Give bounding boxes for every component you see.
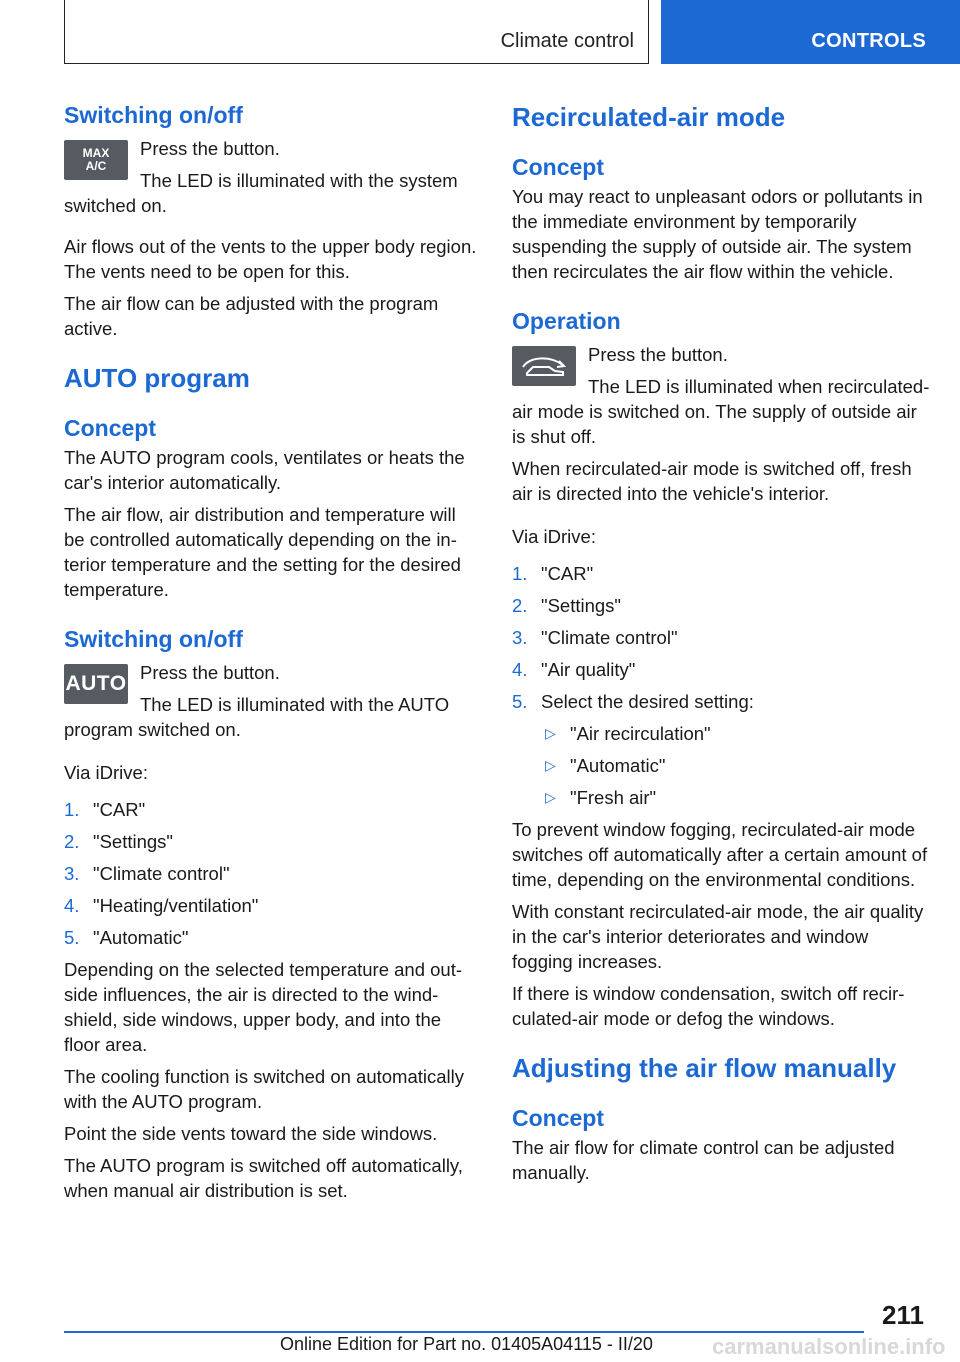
list-item: 1. "CAR": [512, 563, 594, 584]
max-ac-led-text: The LED is illuminated with the system switched on.: [64, 170, 458, 216]
footer-divider: [64, 1331, 864, 1333]
via-idrive-label: Via iDrive:: [64, 762, 148, 783]
manual-concept-heading: Concept: [512, 1105, 604, 1131]
list-item: ▷ "Air recirculation": [541, 721, 932, 746]
auto-concept-heading: Concept: [64, 415, 156, 441]
auto-concept-p1: The AUTO program cools, ventilates or heats the car's interior automatically.: [64, 447, 465, 493]
recirc-concept-text: You may react to unpleasant odors or pollutants in the immediate environment by temporarily suspending the supply of outside air. The system then recirculates the air flow within the vehicle.: [512, 186, 923, 282]
header-section-box: [64, 0, 649, 64]
recirc-steps-list: [512, 561, 932, 714]
triangle-bullet-icon: ▷: [545, 757, 556, 773]
auto-after-p1: Depending on the selected temperature and outside influences, the air is directed to the windshield, side windows, upper body, and into the floor area.: [64, 959, 463, 1055]
max-ac-button-icon: MAX A/C: [64, 140, 128, 180]
list-item: 3. "Climate control": [512, 627, 678, 648]
right-column: [512, 100, 932, 1185]
auto-after-p4: The AUTO program is switched off automatically, when manual air distribution is set.: [64, 1155, 463, 1201]
recirculation-car-icon: [519, 353, 569, 379]
list-item: 5. Select the desired setting:: [512, 691, 754, 712]
recirc-off-text: When recirculated-air mode is switched off, fresh air is directed into the vehicle's interior.: [512, 458, 912, 504]
auto-switching-heading: Switching on/off: [64, 626, 243, 652]
list-item: 1. "CAR": [64, 799, 146, 820]
auto-button-icon: AUTO: [64, 664, 128, 704]
list-item: ▷ "Automatic": [541, 753, 932, 778]
via-idrive-label-right: Via iDrive:: [512, 526, 596, 547]
auto-after-p3: Point the side vents toward the side windows.: [64, 1123, 438, 1144]
list-item: 2. "Settings": [64, 831, 173, 852]
auto-steps-list: [64, 797, 480, 950]
header-chapter-box: [661, 0, 960, 64]
auto-concept-p2: The air flow, air distribution and temperature will be controlled automatically depending on the interior temperature and the setting for the desired temperature.: [64, 504, 461, 600]
recirc-p3: If there is window condensation, switch off recirculated-air mode or defog the windows.: [512, 983, 905, 1029]
list-item: 3. "Climate control": [64, 863, 230, 884]
recirculated-air-heading: Recirculated-air mode: [512, 102, 786, 132]
max-ac-block: [64, 136, 480, 218]
recirc-button-block: [512, 342, 932, 449]
max-ac-airflow-text: Air flows out of the vents to the upper body region. The vents need to be open for this.: [64, 236, 477, 282]
triangle-bullet-icon: ▷: [545, 789, 556, 805]
left-column: [64, 100, 480, 1203]
footer-edition: Online Edition for Part no. 01405A04115 - II/20: [280, 1334, 653, 1354]
auto-led-text: The LED is illuminated with the AUTO program switched on.: [64, 694, 450, 740]
header-section-title: Climate control: [500, 30, 634, 52]
recirculation-button-icon: [512, 346, 576, 386]
recirc-p2: With constant recirculated-air mode, the air quality in the car's interior deteriorates and window fogging increases.: [512, 901, 924, 972]
list-item: 4. "Air quality": [512, 659, 636, 680]
watermark: carmanualsonline.info: [712, 1334, 946, 1359]
auto-after-p2: The cooling function is switched on automatically with the AUTO program.: [64, 1066, 465, 1112]
auto-button-block: [64, 660, 480, 742]
manual-airflow-heading: Adjusting the air flow manually: [512, 1053, 897, 1083]
manual-concept-text: The air flow for climate control can be adjusted manually.: [512, 1137, 895, 1183]
recirc-settings-list: [541, 721, 932, 810]
list-item: ▷ "Fresh air": [541, 785, 932, 810]
auto-program-heading: AUTO program: [64, 363, 250, 393]
recirc-concept-heading: Concept: [512, 154, 604, 180]
operation-heading: Operation: [512, 308, 621, 334]
triangle-bullet-icon: ▷: [545, 725, 556, 741]
list-item: 2. "Settings": [512, 595, 621, 616]
page-number: 211: [882, 1300, 924, 1330]
list-item: 5. "Automatic": [64, 927, 189, 948]
list-item: 4. "Heating/ventilation": [64, 895, 259, 916]
recirc-p1: To prevent window fogging, recirculated-air mode switches off automatically after a certain amount of time, depending on the environmental conditions.: [512, 819, 928, 890]
header-chapter-title: CONTROLS: [811, 30, 926, 52]
switching-on-off-heading: Switching on/off: [64, 102, 243, 128]
max-ac-press-text: Press the button.: [140, 138, 280, 159]
max-ac-adjust-text: The air flow can be adjusted with the program active.: [64, 293, 439, 339]
recirc-led-text: The LED is illuminated when recirculated-air mode is switched on. The supply of outside air is shut off.: [512, 376, 930, 447]
recirc-press-text: Press the button.: [588, 344, 728, 365]
auto-press-text: Press the button.: [140, 662, 280, 683]
